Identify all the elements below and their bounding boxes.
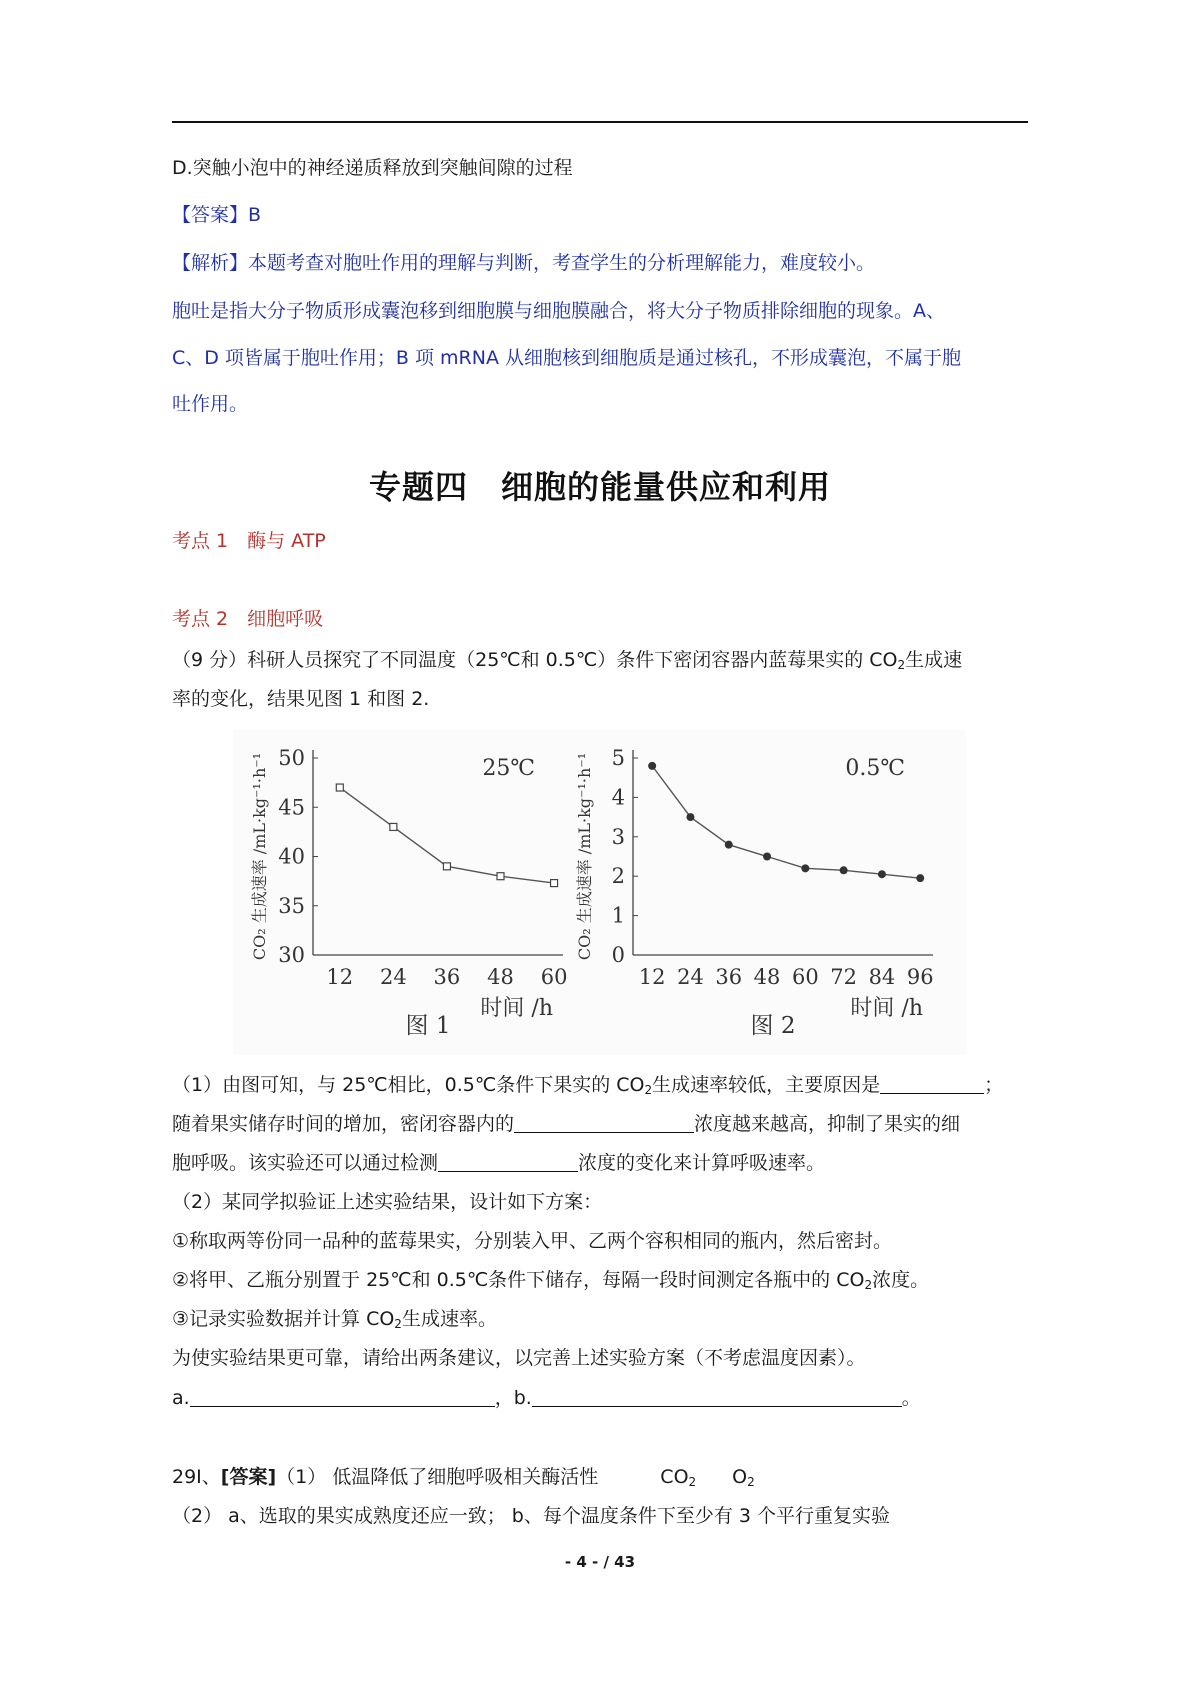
analysis-line-4: 吐作用。 <box>172 393 249 415</box>
y-tick-label: 5 <box>611 746 625 770</box>
data-point <box>878 870 886 878</box>
exam-point-2: 考点 2 细胞呼吸 <box>172 608 324 630</box>
answer-blank-3[interactable] <box>438 1151 578 1172</box>
temperature-annotation: 25℃ <box>482 756 535 781</box>
answer-blank-b[interactable] <box>532 1386 902 1407</box>
subscript: 2 <box>747 1475 755 1489</box>
x-tick-label: 84 <box>868 965 896 989</box>
y-tick-label: 30 <box>278 943 305 967</box>
x-tick-label: 72 <box>830 965 858 989</box>
step-1: ①称取两等份同一品种的蓝莓果实，分别装入甲、乙两个容积相同的瓶内，然后密封。 <box>172 1230 893 1252</box>
answer29-co2: CO <box>660 1466 689 1488</box>
step-2-b: 浓度。 <box>872 1269 930 1291</box>
subscript: 2 <box>897 658 906 672</box>
step-3-b: 生成速率。 <box>401 1308 497 1330</box>
analysis-line-3: C、D 项皆属于胞吐作用；B 项 mRNA 从细胞核到细胞质是通过核孔，不形成囊泡，不属于胞 <box>172 347 962 369</box>
data-point <box>390 823 397 830</box>
x-axis-label: 时间 /h <box>480 996 553 1021</box>
answer29-prefix: 29Ⅰ、 <box>172 1466 221 1488</box>
step-2 <box>172 1266 929 1294</box>
data-point <box>648 762 656 770</box>
x-axis-label: 时间 /h <box>850 996 923 1021</box>
y-tick-label: 0 <box>611 943 625 967</box>
y-tick-label: 3 <box>611 824 625 849</box>
data-point <box>763 853 771 861</box>
option-d: D.突触小泡中的神经递质释放到突触间隙的过程 <box>172 157 573 179</box>
answer-blank-a[interactable] <box>190 1386 495 1407</box>
data-point <box>725 841 733 849</box>
page-number: - 4 - / 43 <box>564 1553 636 1571</box>
q1-line-2 <box>172 1110 960 1138</box>
subscript: 2 <box>864 1278 873 1292</box>
question-intro <box>172 646 962 674</box>
y-tick-label: 50 <box>278 746 305 770</box>
q1-line-3 <box>172 1149 825 1177</box>
answer29-line-1 <box>172 1463 755 1491</box>
blank-b-label: ，b. <box>494 1387 532 1409</box>
q1-line3-b: 浓度的变化来计算呼吸速率。 <box>578 1152 826 1174</box>
x-tick-label: 36 <box>715 965 743 989</box>
data-point <box>443 863 450 870</box>
answer-line <box>172 201 261 229</box>
blank-line <box>172 1384 921 1412</box>
section-title: 专题四 细胞的能量供应和利用 <box>368 468 831 506</box>
x-tick-label: 12 <box>326 965 354 989</box>
data-point <box>801 864 809 872</box>
figure-caption: 图 1 <box>405 1013 451 1039</box>
step-3-a: ③记录实验数据并计算 CO <box>172 1308 395 1330</box>
q1-line2-a: 随着果实储存时间的增加，密闭容器内的 <box>172 1113 515 1135</box>
q2-intro: （2）某同学拟验证上述实验结果，设计如下方案： <box>172 1191 603 1213</box>
y-tick-label: 45 <box>278 795 305 820</box>
temperature-annotation: 0.5℃ <box>845 756 905 781</box>
answer-value: B <box>248 204 262 226</box>
data-point <box>551 880 558 887</box>
subscript: 2 <box>688 1475 697 1489</box>
data-point <box>840 866 848 874</box>
data-point <box>497 873 504 880</box>
step-2-a: ②将甲、乙瓶分别置于 25℃和 0.5℃条件下储存，每隔一段时间测定各瓶中的 CO <box>172 1269 865 1291</box>
answer29-o2: O <box>732 1466 748 1488</box>
y-tick-label: 1 <box>611 903 625 928</box>
data-point <box>916 874 924 882</box>
subscript: 2 <box>644 1083 653 1097</box>
question-intro-line2: 率的变化，结果见图 1 和图 2. <box>172 688 430 710</box>
answer-blank-1[interactable] <box>880 1073 984 1094</box>
y-tick-label: 4 <box>611 785 625 810</box>
analysis-line-1 <box>172 249 875 277</box>
advice: 为使实验结果更可靠，请给出两条建议，以完善上述实验方案（不考虑温度因素）。 <box>172 1347 866 1369</box>
y-axis-label: CO₂ 生成速率 /mL·kg⁻¹·h⁻¹ <box>250 752 269 961</box>
step-3 <box>172 1305 497 1333</box>
blank-end: 。 <box>901 1387 921 1409</box>
x-tick-label: 48 <box>753 965 781 989</box>
subscript: 2 <box>394 1317 402 1331</box>
y-axis-label: CO₂ 生成速率 /mL·kg⁻¹·h⁻¹ <box>575 752 594 961</box>
figure-caption: 图 2 <box>750 1013 796 1039</box>
exam-point-1: 考点 1 酶与 ATP <box>172 530 326 552</box>
q1-line2-b: 浓度越来越高，抑制了果实的细 <box>694 1113 961 1135</box>
answer-blank-2[interactable] <box>514 1112 694 1133</box>
q1-text-b: 生成速率较低，主要原因是 <box>652 1074 881 1096</box>
x-tick-label: 60 <box>540 965 568 989</box>
question-intro-a: （9 分）科研人员探究了不同温度（25℃和 0.5℃）条件下密闭容器内蓝莓果实的 CO <box>172 649 898 671</box>
analysis-label: 【解析】 <box>172 252 249 274</box>
x-tick-label: 48 <box>487 965 514 989</box>
y-tick-label: 35 <box>278 893 305 918</box>
x-tick-label: 60 <box>791 965 819 989</box>
q1-text-c: ； <box>984 1074 1004 1096</box>
x-tick-label: 96 <box>906 965 934 989</box>
blank-a-label: a. <box>172 1387 190 1409</box>
q1-text-a: （1）由图可知，与 25℃相比，0.5℃条件下果实的 CO <box>172 1074 645 1096</box>
answer29-label: [答案] <box>220 1466 277 1488</box>
x-tick-label: 12 <box>638 965 666 989</box>
y-tick-label: 40 <box>278 844 305 869</box>
answer29-line-2: （2） a、选取的果实成熟度还应一致； b、每个温度条件下至少有 3 个平行重复实验 <box>172 1505 891 1527</box>
answer29-part1: （1） 低温降低了细胞呼吸相关酶活性 <box>276 1466 599 1488</box>
analysis-text-1: 本题考查对胞吐作用的理解与判断，考查学生的分析理解能力，难度较小。 <box>248 252 876 274</box>
answer-label: 【答案】 <box>172 204 249 226</box>
x-tick-label: 36 <box>433 965 461 989</box>
y-tick-label: 2 <box>611 864 625 889</box>
data-point <box>336 784 343 791</box>
data-point <box>686 813 694 821</box>
analysis-line-2: 胞吐是指大分子物质形成囊泡移到细胞膜与细胞膜融合，将大分子物质排除细胞的现象。A、 <box>172 300 945 322</box>
x-tick-label: 24 <box>677 965 704 989</box>
question-intro-b: 生成速 <box>905 649 963 671</box>
q1-line3-a: 胞呼吸。该实验还可以通过检测 <box>172 1152 439 1174</box>
header-rule <box>172 121 1028 123</box>
figure-charts <box>233 730 966 1055</box>
x-tick-label: 24 <box>379 965 407 989</box>
q1-line-1 <box>172 1071 1003 1099</box>
